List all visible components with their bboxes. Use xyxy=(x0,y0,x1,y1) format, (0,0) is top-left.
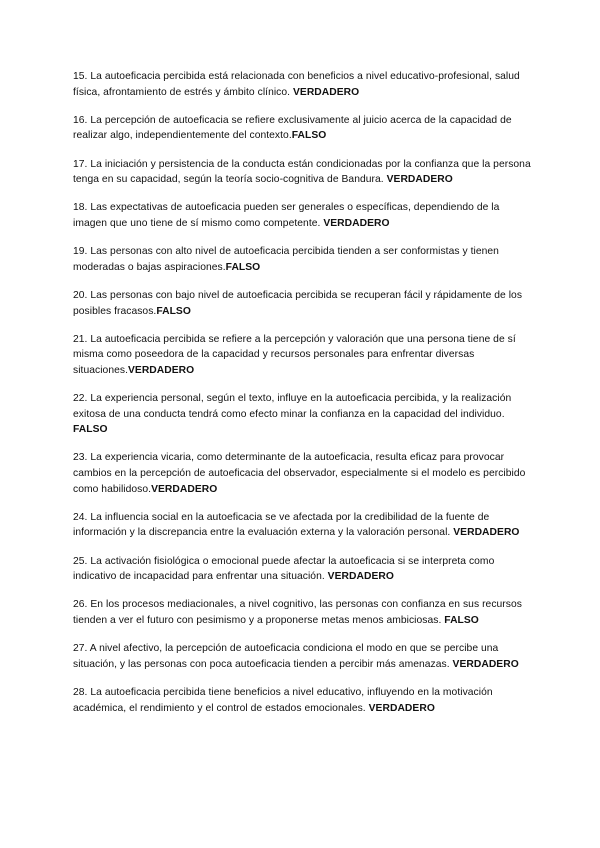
answer-label: VERDADERO xyxy=(292,86,360,98)
statement-17 xyxy=(73,157,533,188)
statement-22 xyxy=(73,391,533,438)
statement-27 xyxy=(73,641,533,672)
document-page xyxy=(73,69,533,729)
statement-text: 15. La autoeficacia percibida está relacionada con beneficios a nivel educativo-profesional, salud física, afrontamiento de estrés y ámbito clínico. xyxy=(73,71,520,98)
statement-25 xyxy=(73,554,533,585)
statement-24 xyxy=(73,510,533,541)
statement-text: 18. Las expectativas de autoeficacia pueden ser generales o específicas, dependiendo de la imagen que uno tiene de sí mismo como competente. xyxy=(73,202,500,229)
answer-label: VERDADERO xyxy=(453,527,520,539)
answer-label: VERDADERO xyxy=(127,364,195,376)
answer-label: FALSO xyxy=(156,305,191,317)
statement-20 xyxy=(73,288,533,319)
answer-label: VERDADERO xyxy=(386,174,453,186)
statement-text: 21. La autoeficacia percibida se refiere a la percepción y valoración que una persona tiene de sí misma como poseedora de la capacidad y recursos personales para enfrentar diversas situaciones. xyxy=(73,333,516,376)
statement-15 xyxy=(73,69,533,100)
statement-28 xyxy=(73,685,533,716)
answer-label: FALSO xyxy=(225,261,261,273)
answer-label: VERDADERO xyxy=(323,217,390,229)
statement-16 xyxy=(73,113,533,144)
statement-text: 28. La autoeficacia percibida tiene beneficios a nivel educativo, influyendo en la motivación académica, el rendimiento y el control de estados emocionales. xyxy=(73,686,493,714)
statement-text: 16. La percepción de autoeficacia se refiere exclusivamente al juicio acerca de la capacidad de realizar algo, independientemente del contexto. xyxy=(73,114,512,142)
statement-26 xyxy=(73,597,533,628)
statement-text: 26. En los procesos mediacionales, a nivel cognitivo, las personas con confianza en sus recursos tienden a ver el futuro con pesimismo y a proponerse metas menos ambiciosas. xyxy=(73,599,522,626)
answer-label: VERDADERO xyxy=(151,483,218,495)
statement-text: 23. La experiencia vicaria, como determinante de la autoeficacia, resulta eficaz para provocar cambios en la percepción de autoeficacia del observador, especialmente si el modelo es percibido como habilidoso. xyxy=(73,452,526,495)
answer-label: FALSO xyxy=(291,130,327,142)
answer-label: VERDADERO xyxy=(452,658,519,670)
answer-label: FALSO xyxy=(73,424,108,436)
statement-21 xyxy=(73,332,533,379)
statement-text: 25. La activación fisiológica o emocional puede afectar la autoeficacia si se interpreta como indicativo de incapacidad para enfrentar una situación. xyxy=(73,555,495,583)
answer-label: VERDADERO xyxy=(368,702,435,714)
statement-text: 24. La influencia social en la autoeficacia se ve afectada por la credibilidad de la fuente de información y la discrepancia entre la evaluación externa y la valoración personal. xyxy=(73,511,490,539)
statement-text: 27. A nivel afectivo, la percepción de autoeficacia condiciona el modo en que se percibe una situación, y las personas con poca autoeficacia tienden a percibir más amenazas. xyxy=(73,643,499,670)
statement-19 xyxy=(73,244,533,275)
answer-label: VERDADERO xyxy=(327,571,394,583)
statement-text: 17. La iniciación y persistencia de la conducta están condicionadas por la confianza que la persona tenga en su capacidad, según la teoría socio-cognitiva de Bandura. xyxy=(73,158,531,186)
answer-label: FALSO xyxy=(444,614,479,626)
statement-18 xyxy=(73,200,533,231)
statement-text: 19. Las personas con alto nivel de autoeficacia percibida tienden a ser conformistas y tienen moderadas o bajas aspiraciones. xyxy=(73,246,499,273)
statement-23 xyxy=(73,450,533,497)
statement-text: 20. Las personas con bajo nivel de autoeficacia percibida se recuperan fácil y rápidamente de los posibles fracasos. xyxy=(73,289,523,317)
statement-text: 22. La experiencia personal, según el texto, influye en la autoeficacia percibida, y la realización exitosa de una conducta tendrá como efecto minar la confianza en la capacidad del individuo. xyxy=(73,393,512,420)
